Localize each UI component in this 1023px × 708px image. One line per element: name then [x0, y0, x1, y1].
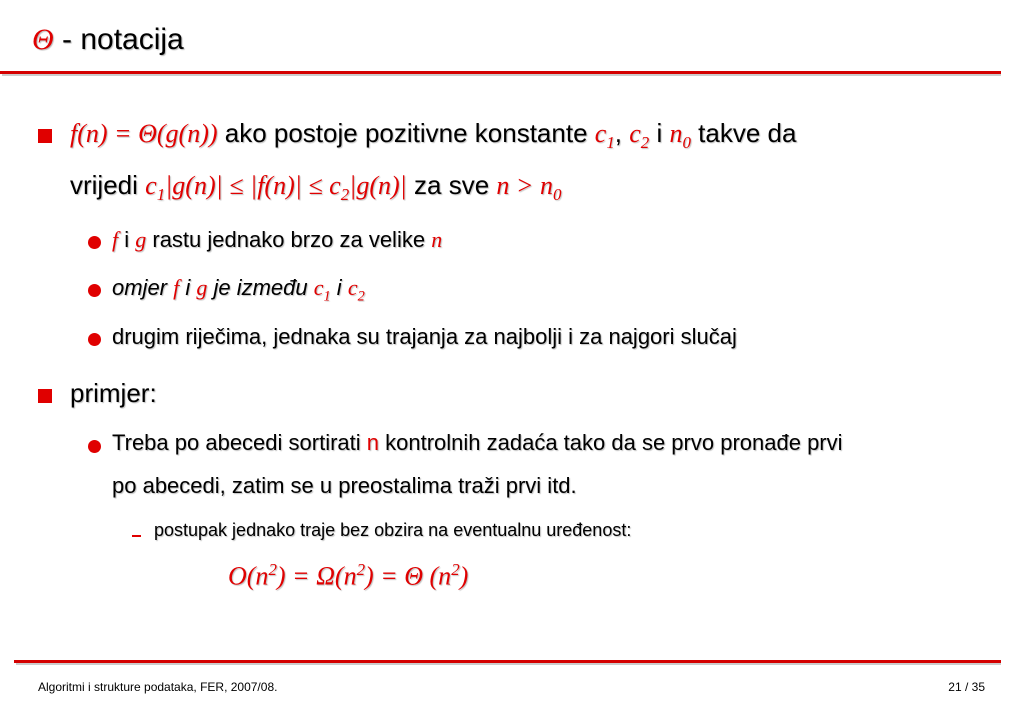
- formula: [228, 560, 468, 592]
- bullet-dot: [88, 440, 101, 453]
- math-f: f: [112, 227, 119, 252]
- title-text: - notacija: [53, 23, 184, 56]
- highlight-n: n: [366, 430, 380, 455]
- math-exp: 2: [268, 560, 277, 579]
- math-n: (n: [423, 561, 452, 591]
- math-g: g: [135, 227, 147, 252]
- text: i: [118, 227, 136, 252]
- title-rule-shadow: [2, 74, 1001, 76]
- math-gn: (g(n)): [156, 119, 218, 148]
- bullet-dot: [88, 236, 101, 249]
- math-sub: 1: [156, 185, 166, 205]
- math-sub: 2: [640, 133, 650, 153]
- text: rastu jednako brzo za velike: [146, 227, 432, 252]
- math-g: g: [196, 275, 208, 300]
- math-le: ≤: [222, 171, 251, 200]
- math-abs-g: |g(n)|: [349, 171, 407, 200]
- text: omjer: [112, 275, 174, 300]
- math-c: c: [329, 171, 341, 200]
- text: ,: [614, 118, 630, 148]
- bullet-dot: [88, 333, 101, 346]
- math-eq: ) =: [276, 561, 317, 591]
- text: takve da: [690, 118, 797, 148]
- footer-page-number: 21 / 35: [948, 680, 985, 694]
- math-n: n: [539, 171, 553, 200]
- math-theta: Θ: [404, 561, 424, 591]
- math-n: n: [431, 227, 443, 252]
- slide-title: [32, 20, 184, 60]
- text: ako postoje pozitivne konstante: [217, 118, 595, 148]
- math-close: ): [459, 561, 469, 591]
- sub-bullet-2: [112, 275, 365, 305]
- math-O: O(n: [228, 561, 269, 591]
- math-c: c: [594, 119, 607, 148]
- math-sub: 0: [552, 185, 562, 205]
- bullet-definition-line2: [70, 170, 561, 205]
- math-sub: 0: [682, 133, 691, 153]
- math-sub: 1: [323, 288, 331, 305]
- bullet-definition-line1: [70, 118, 796, 153]
- bullet-square: [38, 389, 52, 403]
- bullet-primjer: primjer:: [70, 378, 157, 408]
- math-exp: 2: [451, 560, 460, 579]
- math-sub: 2: [340, 185, 350, 205]
- math-n: n: [669, 119, 683, 148]
- math-c: c: [313, 275, 324, 300]
- text: za sve: [406, 170, 497, 200]
- math-abs-f: |f(n)|: [250, 171, 302, 200]
- footer-course: Algoritmi i strukture podataka, FER, 2007/08.: [38, 680, 278, 694]
- math-fn: f(n) =: [70, 119, 139, 148]
- bullet-dot: [88, 284, 101, 297]
- math-n: (n: [334, 561, 357, 591]
- theta-symbol: Θ: [32, 23, 54, 56]
- math-gt: >: [509, 171, 540, 200]
- sub-bullet-3: drugim riječima, jednaka su trajanja za najbolji i za najgori slučaj: [112, 324, 737, 349]
- math-eq: ) =: [365, 561, 405, 591]
- text: vrijedi: [70, 170, 146, 200]
- text: kontrolnih zadaća tako da se prvo pronađe prvi: [379, 430, 843, 455]
- example-line1: [112, 430, 843, 456]
- math-sub: 2: [357, 288, 365, 305]
- math-omega: Ω: [316, 561, 335, 591]
- math-sub: 1: [606, 133, 615, 153]
- math-le: ≤: [301, 171, 330, 200]
- math-exp: 2: [356, 560, 366, 579]
- bullet-dash: [132, 535, 141, 537]
- math-c: c: [145, 171, 157, 200]
- math-n: n: [496, 171, 510, 200]
- sub-bullet-1: [112, 227, 442, 253]
- bullet-square: [38, 129, 52, 143]
- text: je između: [207, 275, 314, 300]
- text: i: [179, 275, 197, 300]
- text: i: [649, 118, 670, 148]
- math-theta: Θ: [138, 119, 157, 148]
- text: i: [330, 275, 348, 300]
- footer-rule-shadow: [16, 663, 1001, 665]
- example-line2: po abecedi, zatim se u preostalima traži prvi itd.: [112, 473, 577, 498]
- math-abs-g: |g(n)|: [165, 171, 223, 200]
- math-f: f: [173, 275, 180, 300]
- text: Treba po abecedi sortirati: [112, 430, 367, 455]
- dash-item: postupak jednako traje bez obzira na eventualnu uređenost:: [154, 520, 632, 540]
- math-c: c: [347, 275, 358, 300]
- math-c: c: [629, 119, 641, 148]
